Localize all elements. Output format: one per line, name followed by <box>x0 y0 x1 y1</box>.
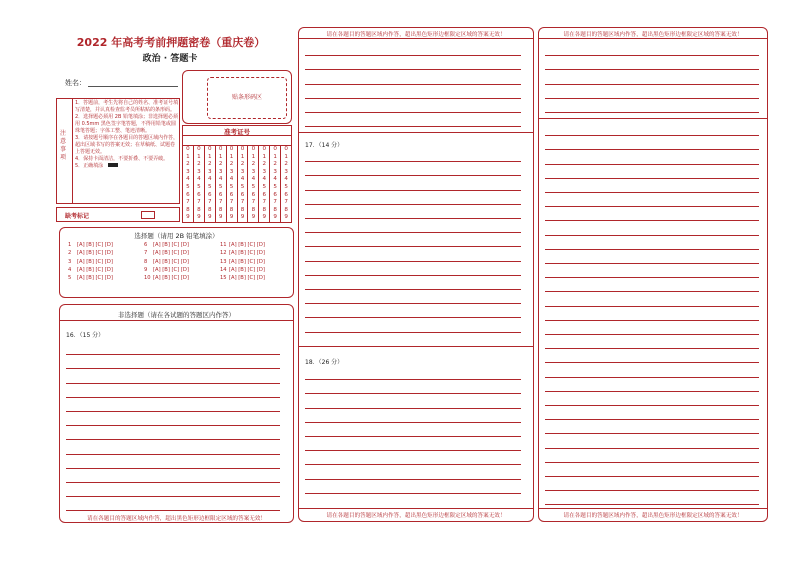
admission-digit-bubble[interactable]: 8 <box>229 206 234 213</box>
admission-digit-bubble[interactable]: 7 <box>229 199 234 206</box>
choice-question-row[interactable] <box>220 249 265 257</box>
answer-line[interactable] <box>545 277 759 278</box>
answer-line[interactable] <box>545 84 759 85</box>
answer-line[interactable] <box>66 510 280 511</box>
admission-digit-bubble[interactable]: 7 <box>251 199 256 206</box>
answer-line[interactable] <box>545 135 759 136</box>
answer-line[interactable] <box>545 206 759 207</box>
admission-digit-bubble[interactable]: 1 <box>186 153 190 160</box>
answer-line[interactable] <box>305 464 521 465</box>
admission-digit-bubble[interactable]: 5 <box>207 183 212 190</box>
choice-question-row[interactable] <box>68 274 113 282</box>
answer-line[interactable] <box>305 379 521 380</box>
choice-options[interactable]: [A] [B] [C] [D] <box>229 250 265 257</box>
warning-col2-bottom: 请在各题目的答题区域内作答，超出黑色矩形边框限定区域的答案无效！ <box>326 513 506 519</box>
answer-line[interactable] <box>545 391 759 392</box>
choice-number: 8 <box>144 258 148 265</box>
answer-lines-col3-top[interactable] <box>545 42 759 116</box>
admission-digit-bubble[interactable]: 4 <box>186 176 190 183</box>
admission-digit-bubble[interactable]: 1 <box>207 153 212 160</box>
admission-digit-bubble[interactable]: 9 <box>262 214 267 221</box>
choice-number: 5 <box>68 275 72 282</box>
answer-lines-q17[interactable] <box>305 148 521 344</box>
answer-line[interactable] <box>305 55 521 56</box>
admission-grid[interactable] <box>183 146 291 222</box>
admission-digit-bubble[interactable]: 3 <box>186 168 190 175</box>
admission-digit-bubble[interactable]: 8 <box>284 206 288 213</box>
admission-column[interactable] <box>269 146 280 222</box>
admission-digit-bubble[interactable]: 2 <box>240 161 245 168</box>
admission-digit-bubble[interactable]: 2 <box>197 161 201 168</box>
choice-options[interactable]: [A] [B] [C] [D] <box>153 242 189 248</box>
answer-line[interactable] <box>545 178 759 179</box>
choice-question-row[interactable] <box>144 249 189 257</box>
admission-column[interactable] <box>226 146 237 222</box>
admission-digit-bubble[interactable]: 1 <box>273 153 277 160</box>
answer-line[interactable] <box>545 377 759 378</box>
admission-digit-bubble[interactable]: 3 <box>240 168 245 175</box>
warning-col1: 请在各题目的答题区域内作答，超出黑色矩形边框限定区域的答案无效！ <box>86 516 266 522</box>
admission-digit-bubble[interactable]: 2 <box>229 161 234 168</box>
warning-col3-top: 请在各题目的答题区域内作答，超出黑色矩形边框限定区域的答案无效！ <box>563 32 743 38</box>
admission-digit-bubble[interactable]: 6 <box>284 191 288 198</box>
answer-line[interactable] <box>545 55 759 56</box>
admission-digit-bubble[interactable]: 1 <box>218 153 223 160</box>
answer-line[interactable] <box>545 320 759 321</box>
admission-digit-bubble[interactable]: 0 <box>197 146 201 152</box>
admission-digit-bubble[interactable]: 4 <box>273 176 277 183</box>
admission-digit-bubble[interactable]: 8 <box>251 206 256 213</box>
admission-digit-bubble[interactable]: 3 <box>218 168 223 175</box>
choice-number: 1 <box>68 242 72 248</box>
notice-item-3: 3．请按题号顺序在各题目的答题区域内作答，超出区域书写的答案无效；在草稿纸、试题卷上答题无效。 <box>75 135 179 155</box>
admission-digit-bubble[interactable]: 2 <box>262 161 267 168</box>
answer-line[interactable] <box>305 175 521 176</box>
admission-digit-bubble[interactable]: 7 <box>273 199 277 206</box>
answer-line[interactable] <box>305 303 521 304</box>
admission-digit-bubble[interactable]: 5 <box>262 183 267 190</box>
admission-digit-bubble[interactable]: 8 <box>218 206 223 213</box>
answer-lines-q18[interactable] <box>305 366 521 506</box>
admission-digit-bubble[interactable]: 7 <box>186 199 190 206</box>
non-choice-section <box>59 304 294 523</box>
choice-number: 2 <box>68 250 72 257</box>
choice-section <box>59 227 294 298</box>
notice-label: 注意事项 <box>60 130 67 161</box>
answer-line[interactable] <box>545 235 759 236</box>
admission-column[interactable] <box>258 146 269 222</box>
choice-question-row[interactable] <box>68 258 113 266</box>
admission-digit-bubble[interactable]: 5 <box>273 183 277 190</box>
admission-digit-bubble[interactable]: 2 <box>186 161 190 168</box>
answer-line[interactable] <box>305 493 521 494</box>
admission-digit-bubble[interactable]: 2 <box>218 161 223 168</box>
answer-line[interactable] <box>66 496 280 497</box>
answer-line[interactable] <box>545 419 759 420</box>
admission-digit-bubble[interactable]: 7 <box>218 199 223 206</box>
choice-question-row[interactable] <box>68 241 113 249</box>
admission-digit-bubble[interactable]: 0 <box>218 146 223 152</box>
answer-line[interactable] <box>305 317 521 318</box>
admission-digit-bubble[interactable]: 5 <box>229 183 234 190</box>
absent-row <box>56 207 180 222</box>
choice-question-row[interactable] <box>144 274 189 282</box>
admission-digit-bubble[interactable]: 9 <box>284 214 288 221</box>
answer-line[interactable] <box>545 112 759 113</box>
admission-digit-bubble[interactable]: 7 <box>207 199 212 206</box>
choice-title: 选择题（请用 2B 铅笔填涂） <box>134 232 219 240</box>
admission-digit-bubble[interactable]: 6 <box>251 191 256 198</box>
answer-line[interactable] <box>66 368 280 369</box>
answer-line[interactable] <box>545 220 759 221</box>
admission-digit-bubble[interactable]: 6 <box>229 191 234 198</box>
admission-digit-bubble[interactable]: 4 <box>284 176 288 183</box>
admission-digit-bubble[interactable]: 4 <box>207 176 212 183</box>
choice-options[interactable]: [A] [B] [C] [D] <box>229 275 265 282</box>
admission-digit-bubble[interactable]: 0 <box>262 146 267 152</box>
answer-line[interactable] <box>305 408 521 409</box>
admission-digit-bubble[interactable]: 7 <box>240 199 245 206</box>
admission-digit-bubble[interactable]: 5 <box>240 183 245 190</box>
answer-line[interactable] <box>305 289 521 290</box>
choice-options[interactable]: [A] [B] [C] [D] <box>153 275 189 282</box>
choice-number: 6 <box>144 242 148 248</box>
admission-digit-bubble[interactable]: 0 <box>207 146 212 152</box>
admission-digit-bubble[interactable]: 9 <box>207 214 212 221</box>
admission-digit-bubble[interactable]: 3 <box>262 168 267 175</box>
admission-digit-bubble[interactable]: 0 <box>251 146 256 152</box>
page-title: 2022 年高考考前押题密卷（重庆卷） <box>76 36 266 49</box>
answer-line[interactable] <box>545 69 759 70</box>
answer-line[interactable] <box>305 246 521 247</box>
admission-column[interactable] <box>204 146 215 222</box>
answer-line[interactable] <box>305 232 521 233</box>
answer-line[interactable] <box>305 332 521 333</box>
q17-label: 17．（14 分） <box>305 142 344 149</box>
admission-digit-bubble[interactable]: 7 <box>197 199 201 206</box>
answer-line[interactable] <box>305 161 521 162</box>
admission-column[interactable] <box>280 146 291 222</box>
choice-options[interactable]: [A] [B] [C] [D] <box>77 250 113 257</box>
answer-line[interactable] <box>66 411 280 412</box>
choice-number: 9 <box>144 266 148 273</box>
notice-item-4: 4．保持卡面清洁，不要折叠、不要弄破。 <box>75 156 169 162</box>
choice-grid[interactable] <box>68 241 288 297</box>
admission-digit-bubble[interactable]: 0 <box>229 146 234 152</box>
admission-digit-bubble[interactable]: 5 <box>218 183 223 190</box>
choice-options[interactable]: [A] [B] [C] [D] <box>153 266 189 273</box>
barcode-label: 贴条形码区 <box>231 94 262 101</box>
answer-line[interactable] <box>545 249 759 250</box>
admission-digit-bubble[interactable]: 6 <box>197 191 201 198</box>
name-label: 姓名： <box>65 79 86 87</box>
admission-column[interactable] <box>247 146 258 222</box>
q18-label: 18．（26 分） <box>305 359 344 366</box>
answer-line[interactable] <box>305 393 521 394</box>
choice-options[interactable]: [A] [B] [C] [D] <box>77 242 113 248</box>
answer-line[interactable] <box>545 448 759 449</box>
admission-digit-bubble[interactable]: 9 <box>218 214 223 221</box>
choice-options[interactable]: [A] [B] [C] [D] <box>229 242 265 248</box>
answer-line[interactable] <box>305 98 521 99</box>
notice-item-5: 5．正确填涂 <box>75 163 179 170</box>
admission-digit-bubble[interactable]: 5 <box>197 183 201 190</box>
notice-item-2: 2．选择题必须用 2B 铅笔填涂；非选择题必须用 0.5mm 黑色签字笔答题，不得用铅笔或圆珠笔答题；字体工整、笔迹清晰。 <box>75 114 178 134</box>
admission-digit-bubble[interactable]: 1 <box>197 153 201 160</box>
choice-question-row[interactable] <box>68 249 113 257</box>
admission-digit-bubble[interactable]: 1 <box>284 153 288 160</box>
choice-number: 11 <box>220 242 227 248</box>
admission-digit-bubble[interactable]: 2 <box>284 161 288 168</box>
choice-number: 14 <box>220 266 227 273</box>
admission-digit-bubble[interactable]: 9 <box>240 214 245 221</box>
notice-text <box>75 100 179 170</box>
answer-line[interactable] <box>305 190 521 191</box>
name-field[interactable] <box>88 86 178 87</box>
answer-lines-q15-cont[interactable] <box>305 42 521 128</box>
choice-number: 13 <box>220 258 227 265</box>
page-subtitle: 政治 · 答题卡 <box>142 54 198 64</box>
admission-digit-bubble[interactable]: 9 <box>197 214 201 221</box>
admission-digit-bubble[interactable]: 5 <box>251 183 256 190</box>
admission-digit-bubble[interactable]: 9 <box>251 214 256 221</box>
answer-line[interactable] <box>66 425 280 426</box>
answer-line[interactable] <box>305 218 521 219</box>
non-choice-title: 非选择题（请在各试题的答题区内作答） <box>118 311 235 319</box>
admission-digit-bubble[interactable]: 2 <box>207 161 212 168</box>
choice-options[interactable]: [A] [B] [C] [D] <box>77 275 113 282</box>
q16-label: 16．（15 分） <box>66 332 105 339</box>
absent-label: 缺考标记 <box>65 213 90 220</box>
answer-line[interactable] <box>545 291 759 292</box>
admission-digit-bubble[interactable]: 6 <box>218 191 223 198</box>
choice-question-row[interactable] <box>220 274 265 282</box>
admission-digit-bubble[interactable]: 1 <box>262 153 267 160</box>
admission-digit-bubble[interactable]: 8 <box>186 206 190 213</box>
admission-digit-bubble[interactable]: 4 <box>251 176 256 183</box>
choice-number: 4 <box>68 266 72 273</box>
answer-line[interactable] <box>545 164 759 165</box>
choice-question-row[interactable] <box>144 241 189 249</box>
admission-digit-bubble[interactable]: 3 <box>207 168 212 175</box>
choice-question-row[interactable] <box>68 266 113 274</box>
answer-line[interactable] <box>305 422 521 423</box>
answer-line[interactable] <box>66 468 280 469</box>
choice-question-row[interactable] <box>144 266 189 274</box>
admission-digit-bubble[interactable]: 5 <box>186 183 190 190</box>
choice-question-row[interactable] <box>220 258 265 266</box>
admission-column[interactable] <box>237 146 248 222</box>
admission-digit-bubble[interactable]: 7 <box>284 199 288 206</box>
admission-digit-bubble[interactable]: 8 <box>197 206 201 213</box>
choice-options[interactable]: [A] [B] [C] [D] <box>77 258 113 265</box>
admission-digit-bubble[interactable]: 6 <box>240 191 245 198</box>
admission-digit-bubble[interactable]: 0 <box>273 146 277 152</box>
answer-line[interactable] <box>545 476 759 477</box>
answer-line[interactable] <box>545 149 759 150</box>
answer-line[interactable] <box>545 98 759 99</box>
admission-digit-bubble[interactable]: 9 <box>273 214 277 221</box>
admission-digit-bubble[interactable]: 3 <box>251 168 256 175</box>
choice-number: 15 <box>220 275 227 282</box>
admission-digit-bubble[interactable]: 3 <box>273 168 277 175</box>
choice-number: 12 <box>220 250 227 257</box>
answer-line[interactable] <box>66 354 280 355</box>
admission-label: 准考证号 <box>224 128 250 136</box>
choice-options[interactable]: [A] [B] [C] [D] <box>77 266 113 273</box>
choice-options[interactable]: [A] [B] [C] [D] <box>153 258 189 265</box>
answer-line[interactable] <box>66 482 280 483</box>
answer-lines-q16[interactable] <box>66 341 280 519</box>
answer-line[interactable] <box>305 69 521 70</box>
admission-digit-bubble[interactable]: 4 <box>262 176 267 183</box>
answer-line[interactable] <box>545 433 759 434</box>
answer-line[interactable] <box>545 405 759 406</box>
answer-lines-col3-main[interactable] <box>545 122 759 506</box>
answer-line[interactable] <box>305 450 521 451</box>
answer-line[interactable] <box>305 436 521 437</box>
choice-number: 3 <box>68 258 72 265</box>
admission-digit-bubble[interactable]: 4 <box>197 176 201 183</box>
answer-line[interactable] <box>545 362 759 363</box>
admission-column[interactable] <box>215 146 226 222</box>
answer-line[interactable] <box>305 126 521 127</box>
choice-options[interactable]: [A] [B] [C] [D] <box>229 258 265 265</box>
answer-line[interactable] <box>545 348 759 349</box>
admission-box <box>182 125 292 223</box>
choice-options[interactable]: [A] [B] [C] [D] <box>229 266 265 273</box>
answer-line[interactable] <box>545 334 759 335</box>
choice-question-row[interactable] <box>144 258 189 266</box>
answer-line[interactable] <box>66 439 280 440</box>
answer-line[interactable] <box>545 490 759 491</box>
admission-digit-bubble[interactable]: 5 <box>284 183 288 190</box>
admission-digit-bubble[interactable]: 3 <box>197 168 201 175</box>
admission-column[interactable] <box>193 146 204 222</box>
admission-digit-bubble[interactable]: 6 <box>186 191 190 198</box>
admission-digit-bubble[interactable]: 1 <box>229 153 234 160</box>
answer-line[interactable] <box>305 112 521 113</box>
admission-digit-bubble[interactable]: 0 <box>240 146 245 152</box>
answer-line[interactable] <box>545 263 759 264</box>
answer-line[interactable] <box>305 84 521 85</box>
answer-line[interactable] <box>305 261 521 262</box>
admission-digit-bubble[interactable]: 2 <box>273 161 277 168</box>
warning-col2-top: 请在各题目的答题区域内作答，超出黑色矩形边框限定区域的答案无效！ <box>326 32 506 38</box>
choice-question-row[interactable] <box>220 266 265 274</box>
admission-digit-bubble[interactable]: 4 <box>240 176 245 183</box>
absent-checkbox[interactable] <box>141 211 155 219</box>
admission-digit-bubble[interactable]: 8 <box>262 206 267 213</box>
answer-line[interactable] <box>545 462 759 463</box>
admission-digit-bubble[interactable]: 8 <box>273 206 277 213</box>
answer-line[interactable] <box>66 454 280 455</box>
answer-line[interactable] <box>545 192 759 193</box>
choice-number: 7 <box>144 250 148 257</box>
notice-item-1: 1．答题前，考生先将自己的姓名、准考证号填写清楚，并认真检查监考员所粘贴的条形码。 <box>75 100 179 113</box>
admission-digit-bubble[interactable]: 0 <box>284 146 288 152</box>
choice-options[interactable]: [A] [B] [C] [D] <box>153 250 189 257</box>
admission-digit-bubble[interactable]: 8 <box>240 206 245 213</box>
answer-line[interactable] <box>305 479 521 480</box>
admission-digit-bubble[interactable]: 9 <box>229 214 234 221</box>
answer-line[interactable] <box>305 275 521 276</box>
admission-column[interactable] <box>183 146 193 222</box>
admission-digit-bubble[interactable]: 6 <box>207 191 212 198</box>
admission-digit-bubble[interactable]: 6 <box>273 191 277 198</box>
admission-digit-bubble[interactable]: 3 <box>229 168 234 175</box>
admission-digit-bubble[interactable]: 6 <box>262 191 267 198</box>
answer-line[interactable] <box>545 504 759 505</box>
answer-line[interactable] <box>305 204 521 205</box>
answer-line[interactable] <box>66 397 280 398</box>
admission-digit-bubble[interactable]: 0 <box>186 146 190 152</box>
admission-digit-bubble[interactable]: 1 <box>240 153 245 160</box>
warning-col3-bottom: 请在各题目的答题区域内作答，超出黑色矩形边框限定区域的答案无效！ <box>563 513 743 519</box>
admission-digit-bubble[interactable]: 7 <box>262 199 267 206</box>
choice-number: 10 <box>144 275 151 282</box>
answer-line[interactable] <box>66 383 280 384</box>
barcode-area <box>182 70 292 124</box>
admission-digit-bubble[interactable]: 8 <box>207 206 212 213</box>
admission-digit-bubble[interactable]: 4 <box>229 176 234 183</box>
admission-digit-bubble[interactable]: 3 <box>284 168 288 175</box>
admission-digit-bubble[interactable]: 2 <box>251 161 256 168</box>
choice-question-row[interactable] <box>220 241 265 249</box>
answer-line[interactable] <box>545 306 759 307</box>
admission-digit-bubble[interactable]: 9 <box>186 214 190 221</box>
admission-digit-bubble[interactable]: 1 <box>251 153 256 160</box>
admission-digit-bubble[interactable]: 4 <box>218 176 223 183</box>
